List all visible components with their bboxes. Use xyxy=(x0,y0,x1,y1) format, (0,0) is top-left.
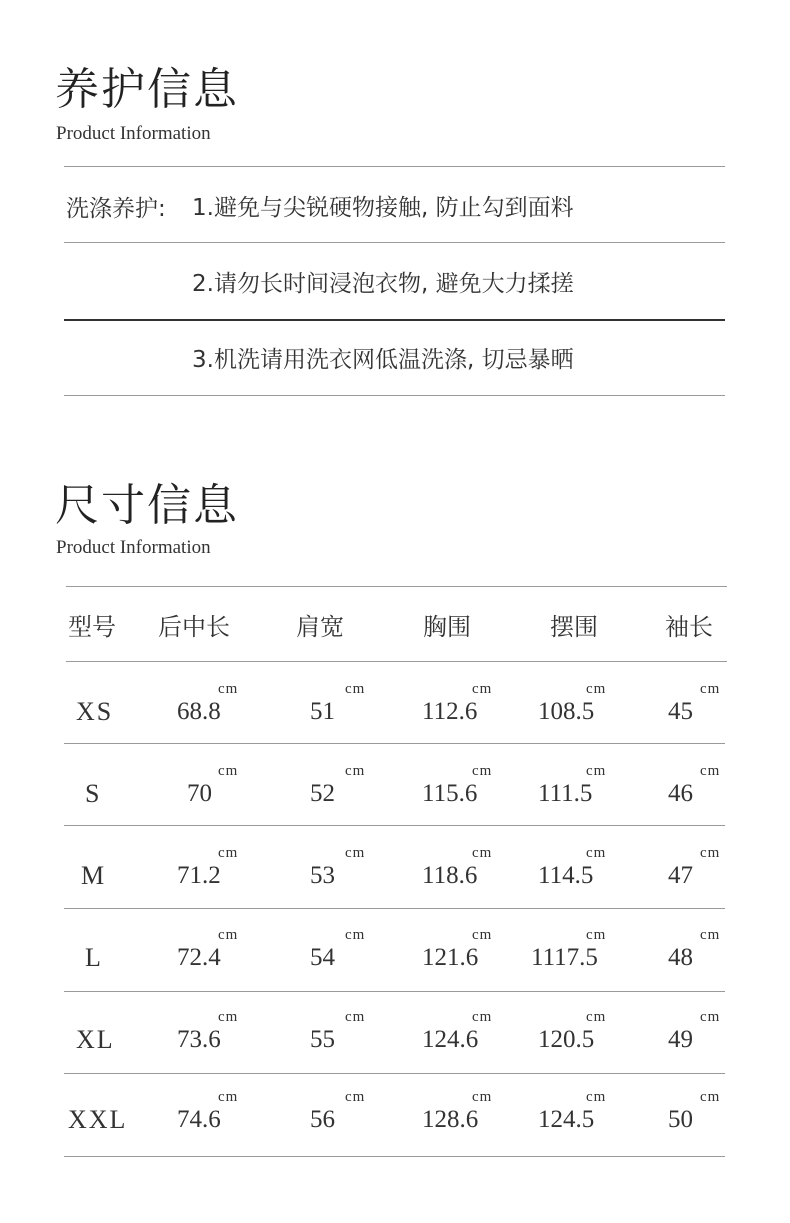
cell-chest: 118.6 xyxy=(422,862,478,889)
row-size: XL xyxy=(76,1025,115,1054)
header-model: 型号 xyxy=(68,613,116,641)
unit-label: cm xyxy=(586,1009,607,1025)
cell-back-length: 74.6 xyxy=(177,1106,221,1133)
unit-label: cm xyxy=(700,927,721,943)
header-shoulder: 肩宽 xyxy=(296,613,344,641)
unit-label: cm xyxy=(472,927,493,943)
cell-sleeve: 50 xyxy=(668,1106,693,1133)
care-subtitle: Product Information xyxy=(56,123,211,144)
cell-hem: 120.5 xyxy=(538,1026,595,1053)
cell-sleeve: 49 xyxy=(668,1026,693,1053)
unit-label: cm xyxy=(472,763,493,779)
header-back-length: 后中长 xyxy=(158,613,230,641)
cell-sleeve: 48 xyxy=(668,944,693,971)
row-size: XXL xyxy=(68,1105,128,1134)
cell-hem: 111.5 xyxy=(538,780,593,807)
cell-back-length: 70 xyxy=(187,780,212,807)
unit-label: cm xyxy=(586,845,607,861)
unit-label: cm xyxy=(345,1089,366,1105)
unit-label: cm xyxy=(472,845,493,861)
unit-label: cm xyxy=(472,1089,493,1105)
cell-back-length: 72.4 xyxy=(177,944,221,971)
unit-label: cm xyxy=(586,681,607,697)
size-table-divider-top xyxy=(66,586,727,587)
unit-label: cm xyxy=(345,1009,366,1025)
cell-back-length: 71.2 xyxy=(177,862,221,889)
care-divider-top xyxy=(64,166,725,167)
size-table-divider-header xyxy=(66,661,727,662)
cell-hem: 108.5 xyxy=(538,698,595,725)
header-hem: 摆围 xyxy=(550,613,598,641)
unit-label: cm xyxy=(586,1089,607,1105)
row-size: M xyxy=(81,861,107,890)
unit-label: cm xyxy=(472,681,493,697)
size-subtitle: Product Information xyxy=(56,537,211,558)
unit-label: cm xyxy=(586,763,607,779)
cell-sleeve: 47 xyxy=(668,862,693,889)
care-item-3: 3.机洗请用洗衣网低温洗涤, 切忌暴晒 xyxy=(192,347,574,373)
size-title: 尺寸信息 xyxy=(55,480,239,531)
cell-chest: 112.6 xyxy=(422,698,478,725)
row-divider xyxy=(64,825,725,826)
size-table-divider-bottom xyxy=(64,1156,725,1157)
unit-label: cm xyxy=(345,681,366,697)
care-divider-1 xyxy=(64,242,725,243)
unit-label: cm xyxy=(472,1009,493,1025)
unit-label: cm xyxy=(700,763,721,779)
row-size: S xyxy=(85,779,102,808)
unit-label: cm xyxy=(700,1089,721,1105)
care-title: 养护信息 xyxy=(55,64,239,115)
cell-back-length: 73.6 xyxy=(177,1026,221,1053)
cell-shoulder: 53 xyxy=(310,862,335,889)
cell-shoulder: 54 xyxy=(310,944,335,971)
unit-label: cm xyxy=(218,763,239,779)
cell-chest: 128.6 xyxy=(422,1106,479,1133)
header-sleeve: 袖长 xyxy=(665,613,713,641)
unit-label: cm xyxy=(700,845,721,861)
unit-label: cm xyxy=(218,681,239,697)
unit-label: cm xyxy=(345,927,366,943)
cell-hem: 124.5 xyxy=(538,1106,595,1133)
unit-label: cm xyxy=(700,681,721,697)
cell-shoulder: 56 xyxy=(310,1106,335,1133)
cell-hem: 114.5 xyxy=(538,862,594,889)
unit-label: cm xyxy=(345,845,366,861)
header-chest: 胸围 xyxy=(423,613,471,641)
unit-label: cm xyxy=(218,927,239,943)
unit-label: cm xyxy=(218,1089,239,1105)
unit-label: cm xyxy=(700,1009,721,1025)
cell-back-length: 68.8 xyxy=(177,698,221,725)
row-size: L xyxy=(85,943,103,972)
care-label: 洗涤养护: xyxy=(66,196,166,222)
care-item-1: 1.避免与尖锐硬物接触, 防止勾到面料 xyxy=(192,195,574,221)
cell-shoulder: 51 xyxy=(310,698,335,725)
cell-chest: 115.6 xyxy=(422,780,478,807)
cell-sleeve: 45 xyxy=(668,698,693,725)
cell-chest: 124.6 xyxy=(422,1026,479,1053)
unit-label: cm xyxy=(218,845,239,861)
cell-hem: 1117.5 xyxy=(531,944,598,971)
care-divider-bottom xyxy=(64,395,725,396)
care-item-2: 2.请勿长时间浸泡衣物, 避免大力揉搓 xyxy=(192,271,574,297)
row-divider xyxy=(64,1073,725,1074)
row-divider xyxy=(64,991,725,992)
cell-chest: 121.6 xyxy=(422,944,479,971)
unit-label: cm xyxy=(586,927,607,943)
cell-shoulder: 52 xyxy=(310,780,335,807)
row-divider xyxy=(64,743,725,744)
cell-shoulder: 55 xyxy=(310,1026,335,1053)
row-size: XS xyxy=(76,697,114,726)
care-divider-2 xyxy=(64,319,725,321)
row-divider xyxy=(64,908,725,909)
unit-label: cm xyxy=(345,763,366,779)
cell-sleeve: 46 xyxy=(668,780,693,807)
unit-label: cm xyxy=(218,1009,239,1025)
